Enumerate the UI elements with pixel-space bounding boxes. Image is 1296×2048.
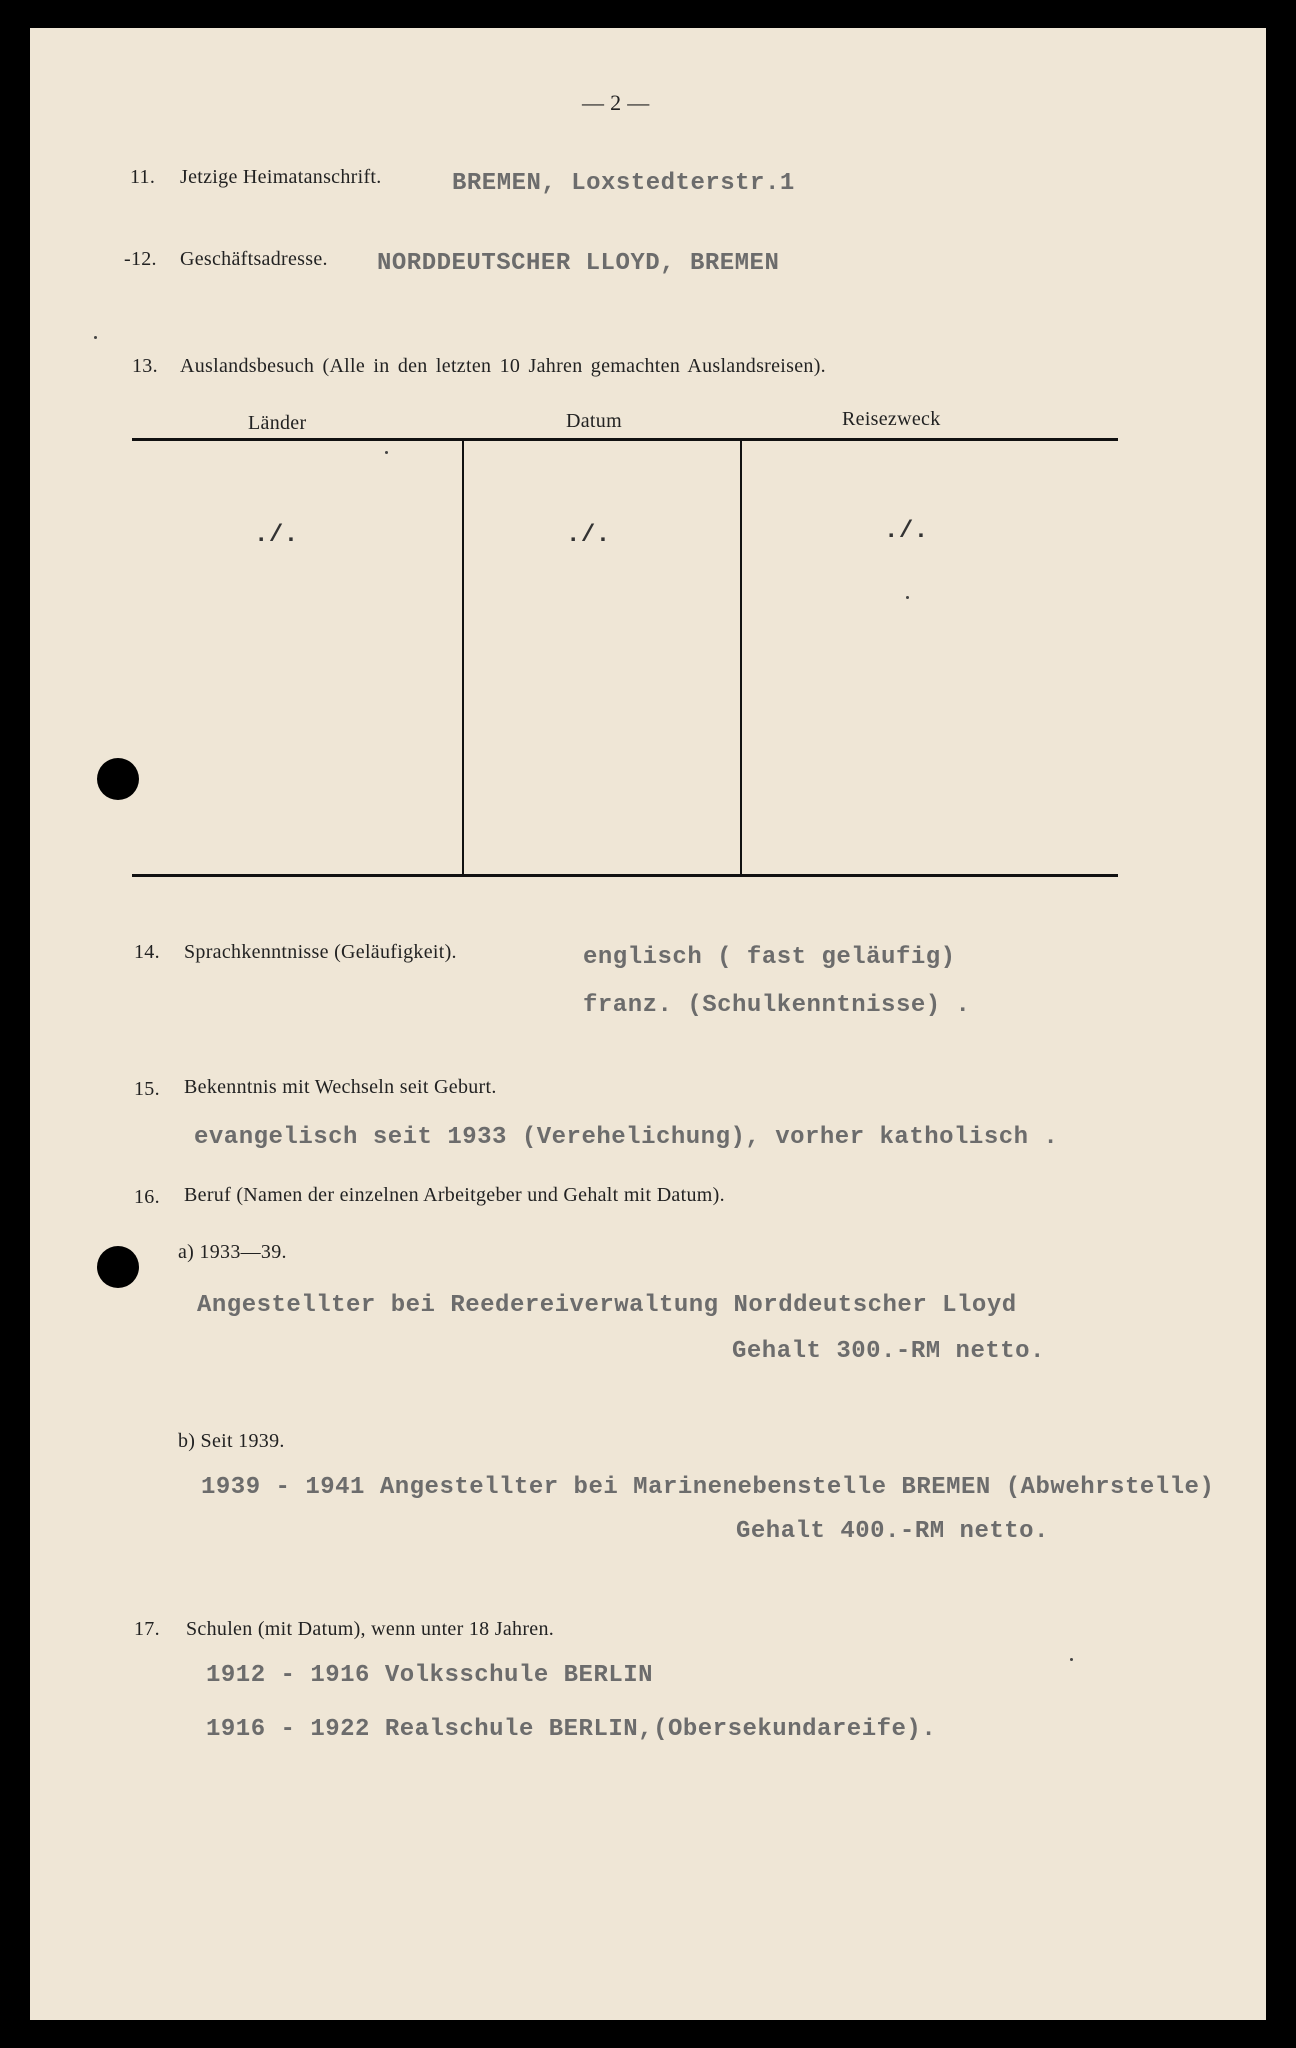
table-cell-reisezweck: ./. xyxy=(884,518,929,545)
item11-label: Jetzige Heimatanschrift. xyxy=(180,166,382,188)
item16-b-line1: 1939 - 1941 Angestellter bei Marinenebenstelle BREMEN (Abwehrstelle) xyxy=(201,1474,1215,1501)
paper-speck xyxy=(906,596,909,599)
table-divider-2 xyxy=(740,439,742,875)
item14-label: Sprachkenntnisse (Geläufigkeit). xyxy=(184,941,457,963)
item15-value: evangelisch seit 1933 (Verehelichung), vorher katholisch . xyxy=(194,1124,1059,1151)
item16-a-line1: Angestellter bei Reedereiverwaltung Norddeutscher Lloyd xyxy=(197,1292,1017,1319)
item15-label: Bekenntnis mit Wechseln seit Geburt. xyxy=(184,1076,497,1098)
item15-number: 15. xyxy=(134,1078,160,1100)
punch-hole-bottom xyxy=(97,1246,139,1288)
table-header-datum: Datum xyxy=(566,410,622,432)
item16-number: 16. xyxy=(134,1186,160,1208)
table-cell-laender: ./. xyxy=(254,522,299,549)
paper-speck xyxy=(385,451,388,454)
item17-line1: 1912 - 1916 Volksschule BERLIN xyxy=(206,1662,654,1689)
item12-label: Geschäftsadresse. xyxy=(180,248,328,270)
paper-speck xyxy=(94,336,97,339)
item12-number: -12. xyxy=(124,248,157,270)
table-header-laender: Länder xyxy=(248,412,307,434)
item11-number: 11. xyxy=(130,166,156,188)
item13-number: 13. xyxy=(132,355,158,377)
item16-label: Beruf (Namen der einzelnen Arbeitgeber und Gehalt mit Datum). xyxy=(184,1184,725,1206)
item16-b-line2: Gehalt 400.-RM netto. xyxy=(736,1518,1049,1545)
document-page xyxy=(30,28,1266,2020)
item16-a-line2: Gehalt 300.-RM netto. xyxy=(732,1338,1045,1365)
table-divider-1 xyxy=(462,439,464,875)
item17-label: Schulen (mit Datum), wenn unter 18 Jahren. xyxy=(186,1618,555,1640)
item13-label: Auslandsbesuch (Alle in den letzten 10 Jahren gemachten Auslandsreisen). xyxy=(180,355,826,377)
table-top-rule xyxy=(132,438,1118,441)
item16-b-label: b) Seit 1939. xyxy=(178,1430,285,1452)
item17-number: 17. xyxy=(134,1618,160,1640)
item12-value: NORDDEUTSCHER LLOYD, BREMEN xyxy=(377,250,780,277)
item14-value-line2: franz. (Schulkenntnisse) . xyxy=(583,992,971,1019)
item14-value-line1: englisch ( fast geläufig) xyxy=(583,944,956,971)
item11-value: BREMEN, Loxstedterstr.1 xyxy=(452,170,795,197)
page-number: — 2 — xyxy=(582,90,650,115)
table-cell-datum: ./. xyxy=(566,522,611,549)
item17-line2: 1916 - 1922 Realschule BERLIN,(Obersekundareife). xyxy=(206,1716,937,1743)
item16-a-label: a) 1933—39. xyxy=(178,1241,287,1263)
punch-hole-top xyxy=(97,758,139,800)
table-header-reisezweck: Reisezweck xyxy=(842,408,941,430)
table-bottom-rule xyxy=(132,874,1118,877)
item14-number: 14. xyxy=(134,941,160,963)
paper-speck xyxy=(1070,1658,1073,1661)
